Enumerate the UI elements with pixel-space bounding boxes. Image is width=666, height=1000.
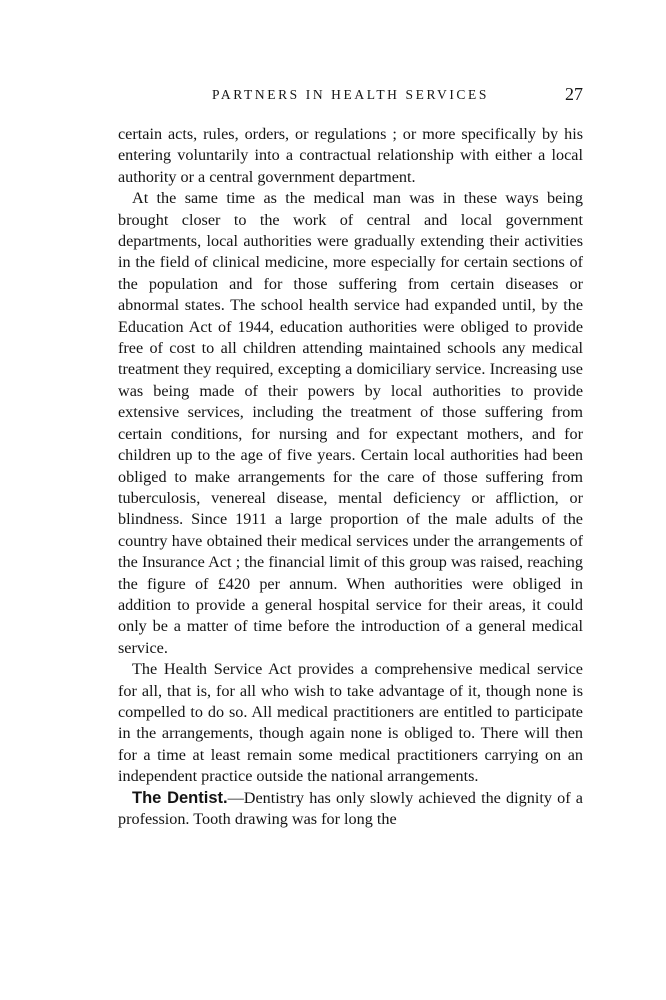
paragraph-local-authorities: At the same time as the medical man was in these ways being brought closer to the work of central and local government departments, local authorities were gradually extending their activities in the field of clinical medicine, more especially for certain sections of the population and for those suffering from certain diseases or abnormal states. The school health service had expanded until, by the Education Act of 1944, education authorities were obliged to provide free of cost to all children attending maintained schools any medical treatment they required, excepting a domiciliary service. Increasing use was being made of their powers by local authorities to provide extensive services, including the treatment of those suffering from certain conditions, for nursing and for expectant mothers, and for children up to the age of five years. Certain local authorities had been obliged to make arrangements for the care of those suffering from tuberculosis, venereal disease, mental deficiency or affliction, or blindness. Since 1911 a large proportion of the male adults of the country have obtained their medical services under the arrangements of the Insurance Act ; the financial limit of this group was raised, reaching the figure of £420 per annum. When authorities were obliged in addition to provide a general hospital service for their areas, it could only be a matter of time before the introduction of a general medical service. — [118, 189, 583, 657]
paragraph-continuation: certain acts, rules, orders, or regulations ; or more specifically by his entering voluntarily into a contractual relationship with either a local authority or a central government department. — [118, 125, 583, 186]
paragraph-health-service-act: The Health Service Act provides a comprehensive medical service for all, that is, for all who wish to take advantage of it, though none is compelled to do so. All medical practitioners are entitled to participate in the arrangements, though again none is obliged to. There will then for a time at least remain some medical practitioners carrying on an independent practice outside the national arrangements. — [118, 660, 583, 786]
running-title: PARTNERS IN HEALTH SERVICES — [212, 87, 489, 102]
body-text — [118, 124, 583, 830]
page-number: 27 — [565, 84, 583, 104]
running-head — [118, 84, 583, 106]
paragraph-dentist-text: —Dentistry has only slowly achieved the dignity of a profession. Tooth drawing was for long the — [118, 788, 583, 828]
section-heading-dentist: The Dentist. — [132, 788, 228, 807]
paragraph-dentist — [118, 788, 583, 831]
book-page — [118, 84, 583, 830]
